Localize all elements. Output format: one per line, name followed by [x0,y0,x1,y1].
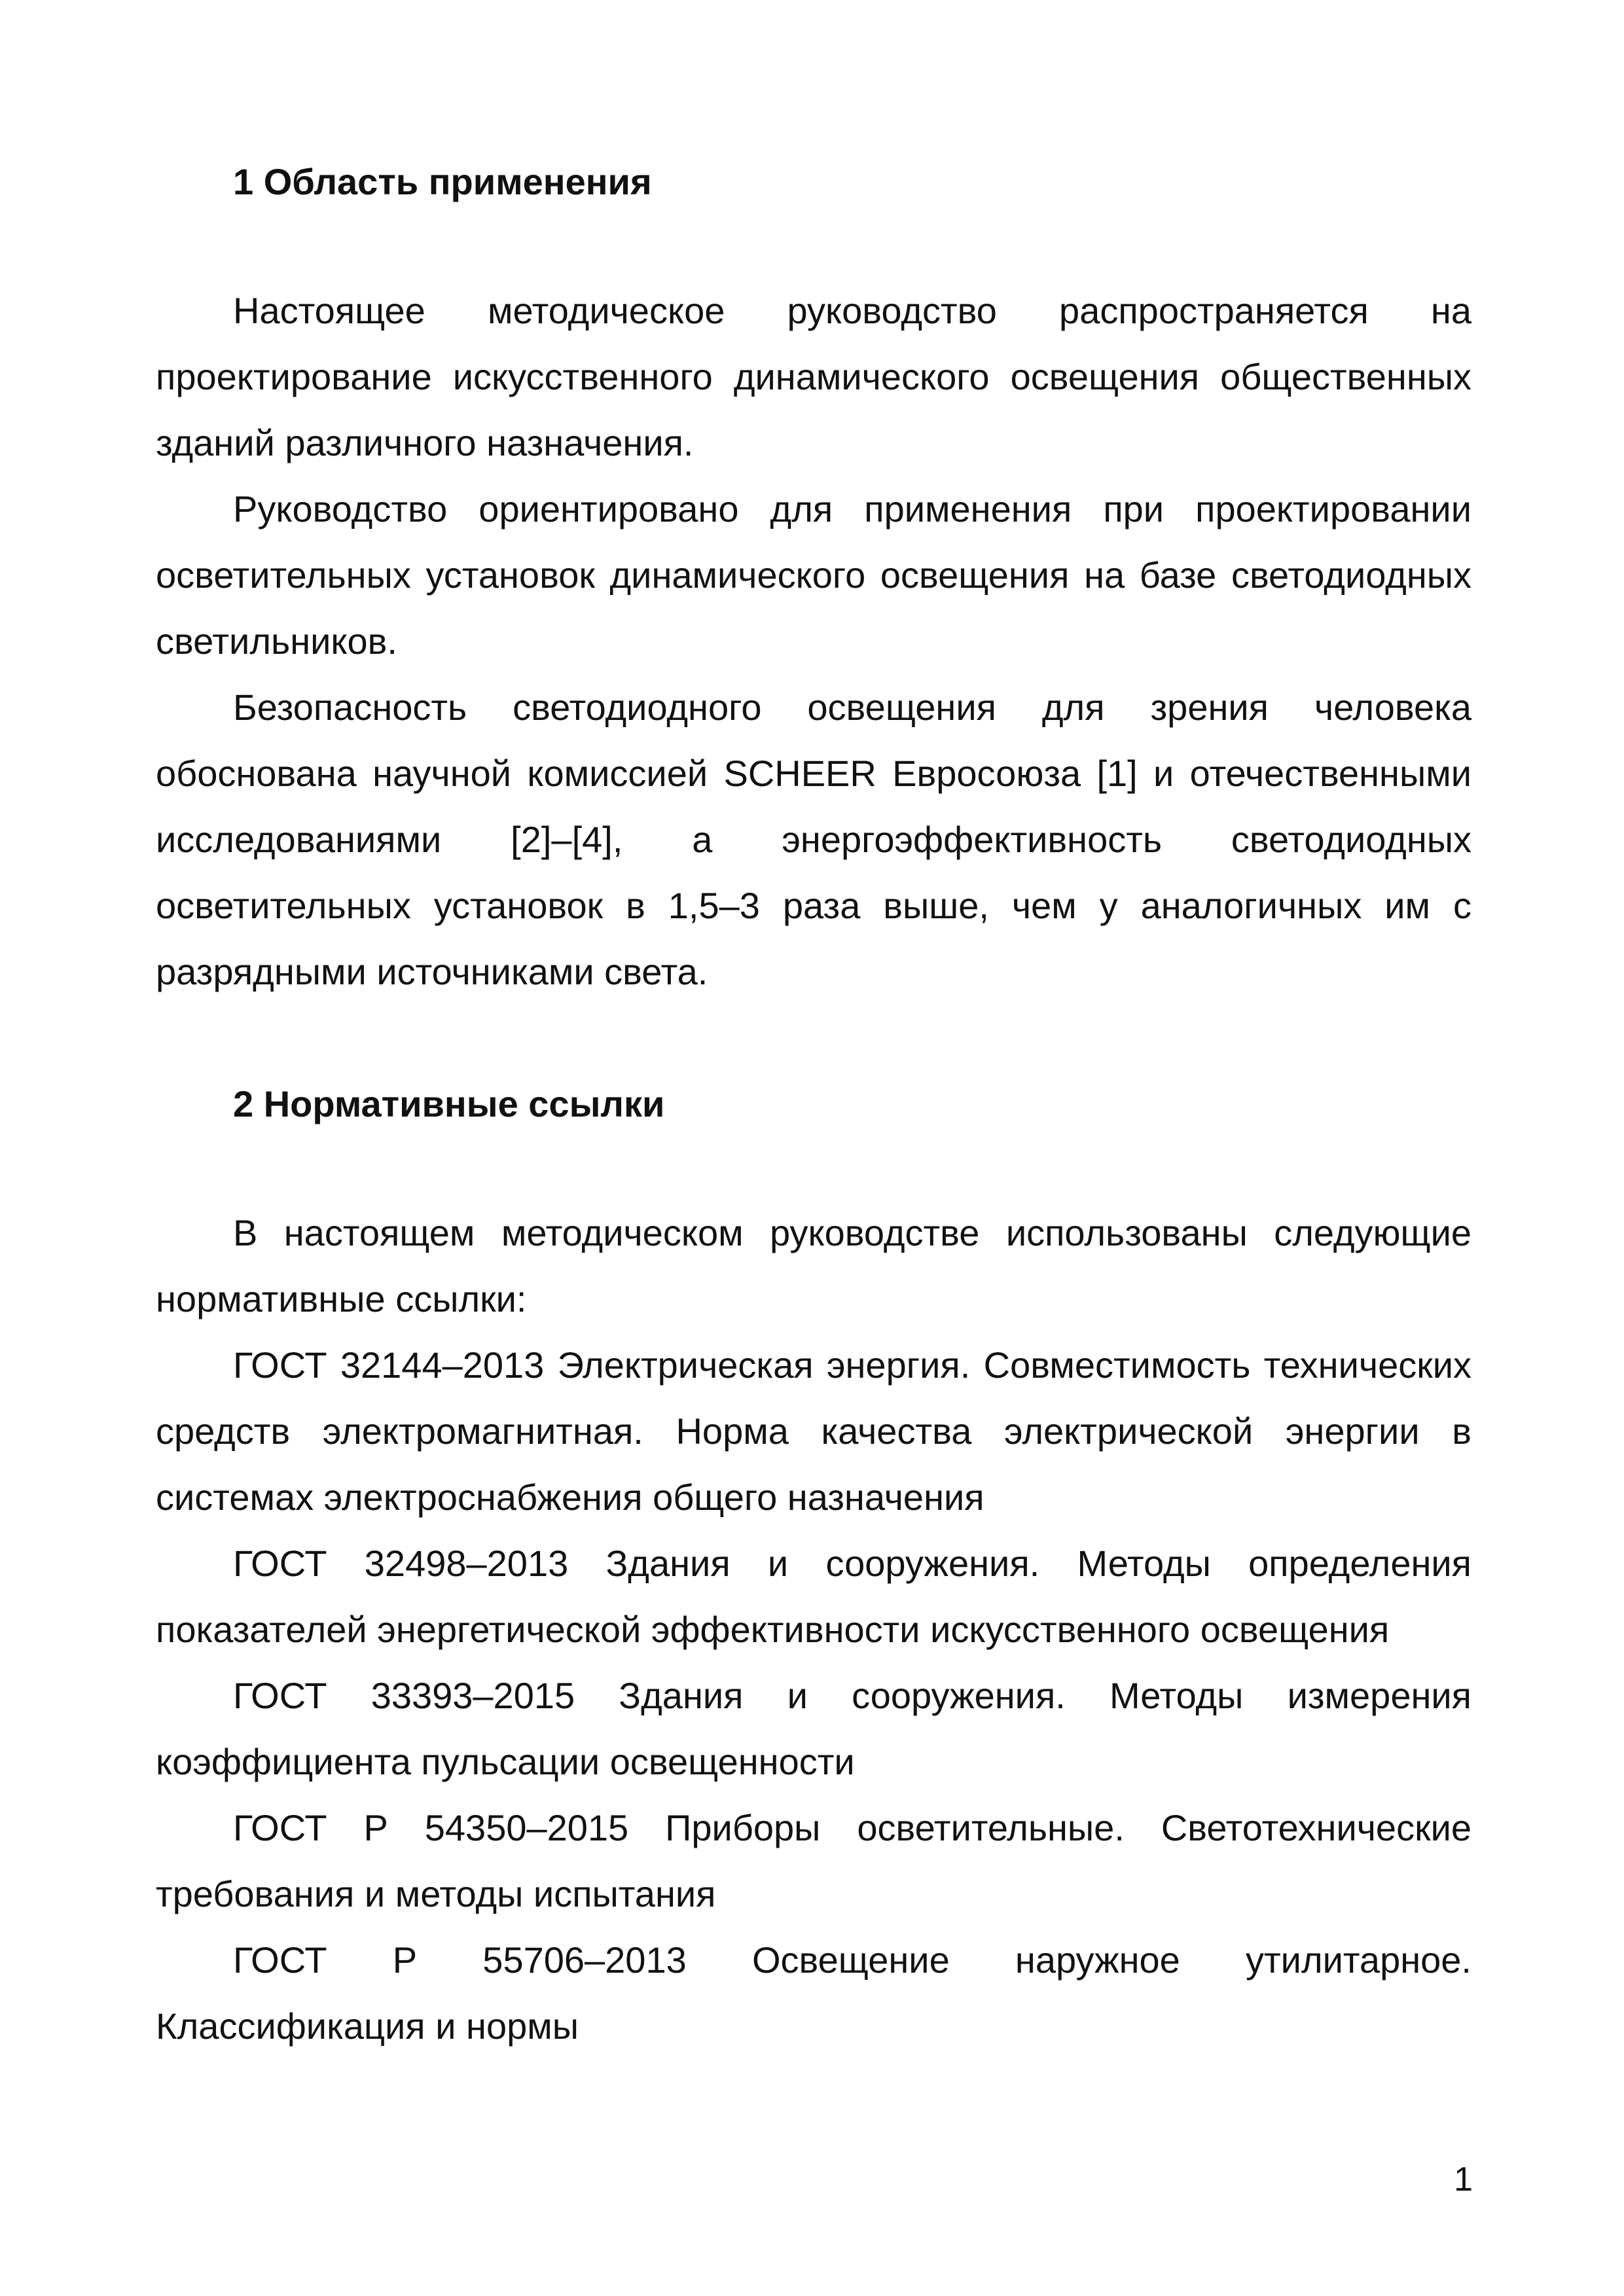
reference-gost-33393: ГОСТ 33393–2015 Здания и сооружения. Методы измерения коэффициента пульсации освещенности [156,1675,1471,1782]
paragraph-scope-3: Безопасность светодиодного освещения для зрения человека обоснована научной комиссией SCHEER Евросоюза [1] и отечественными исследованиями [2]–[4], а энергоэффективность светодиодных осветительных установок в 1,5–3 раза выше, чем у аналогичных им с разрядными источниками света. [156,687,1471,992]
paragraph-scope-1: Настоящее методическое руководство распространяется на проектирование искусственного динамического освещения общественных зданий различного назначения. [156,290,1471,463]
paragraph-scope-2: Руководство ориентировано для применения при проектировании осветительных установок динамического освещения на базе светодиодных светильников. [156,488,1471,662]
reference-gost-32498: ГОСТ 32498–2013 Здания и сооружения. Методы определения показателей энергетической эффективности искусственного освещения [156,1543,1471,1650]
page-number: 1 [1454,2161,1473,2198]
spacer [156,1137,1471,1200]
section-heading-references: 2 Нормативные ссылки [233,1083,665,1124]
section-heading-scope: 1 Область применения [233,161,652,202]
reference-gost-r-54350: ГОСТ Р 54350–2015 Приборы осветительные. Светотехнические требования и методы испытания [156,1807,1471,1914]
paragraph-references-intro: В настоящем методическом руководстве использованы следующие нормативные ссылки: [156,1212,1471,1319]
spacer [156,1005,1471,1071]
reference-gost-32144: ГОСТ 32144–2013 Электрическая энергия. Совместимость технических средств электромагнитная. Норма качества электрической энергии в системах электроснабжения общего назначения [156,1344,1471,1518]
spacer [156,215,1471,278]
page-content [156,149,1471,2059]
reference-gost-r-55706: ГОСТ Р 55706–2013 Освещение наружное утилитарное. Классификация и нормы [156,1939,1471,2047]
